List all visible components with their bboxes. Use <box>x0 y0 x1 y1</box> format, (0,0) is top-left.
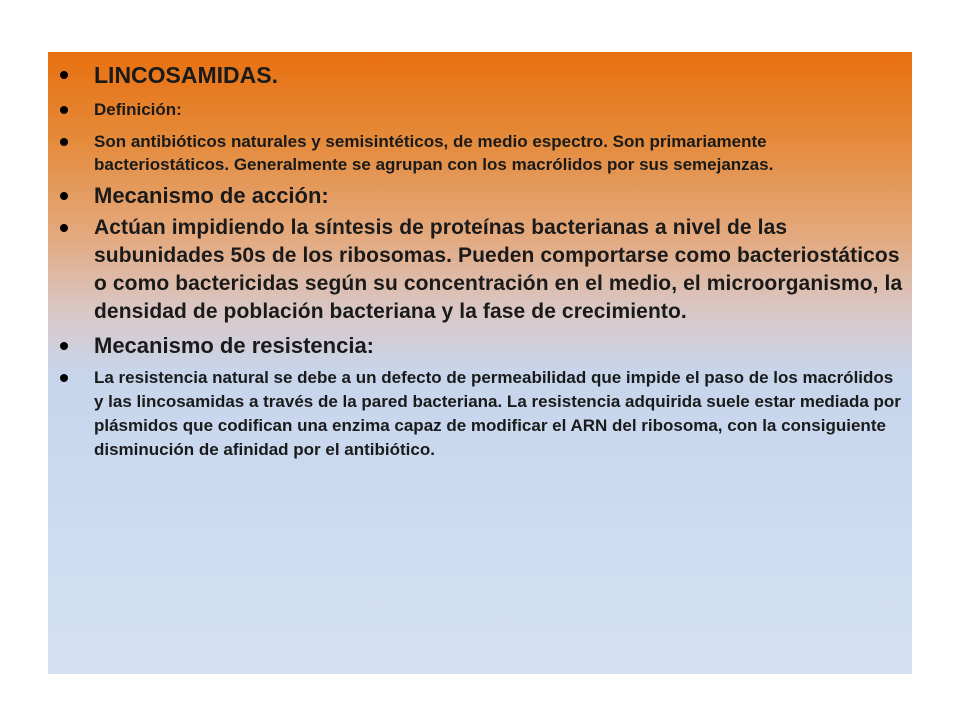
definition-label-item <box>48 98 912 121</box>
mechanism-resistance-label: Mecanismo de resistencia: <box>94 333 375 358</box>
slide-panel <box>48 52 912 674</box>
mechanism-action-text: Actúan impidiendo la síntesis de proteínas bacterianas a nivel de las subunidades 50s de los ribosomas. Pueden comportarse como bacteriostáticos o como bactericidas según su concentración en el medio, el microorganismo, la densidad de población bacteriana y la fase de crecimiento. <box>94 216 903 323</box>
title-item <box>48 60 912 90</box>
mechanism-action-label-item <box>48 182 912 210</box>
mechanism-action-text-item <box>48 214 912 326</box>
bullet-icon <box>60 192 68 200</box>
mechanism-resistance-text: La resistencia natural se debe a un defecto de permeabilidad que impide el paso de los macrólidos y las lincosamidas a través de la pared bacteriana. La resistencia adquirida suele estar mediada por plásmidos que codifican una enzima capaz de modificar el ARN del ribosoma, con la consiguiente disminución de afinidad por el antibiótico. <box>94 368 901 459</box>
mechanism-action-label: Mecanismo de acción: <box>94 183 329 208</box>
mechanism-resistance-label-item <box>48 332 912 360</box>
definition-text-item <box>48 130 912 176</box>
mechanism-resistance-text-item <box>48 366 912 462</box>
definition-label: Definición: <box>94 100 182 119</box>
slide-title: LINCOSAMIDAS. <box>94 62 278 88</box>
bullet-icon <box>60 138 68 146</box>
bullet-icon <box>60 106 68 114</box>
bullet-icon <box>60 224 68 232</box>
bullet-icon <box>60 71 68 79</box>
bullet-icon <box>60 342 68 350</box>
bullet-list <box>48 52 912 462</box>
bullet-icon <box>60 374 68 382</box>
definition-text: Son antibióticos naturales y semisintéticos, de medio espectro. Son primariamente bacteriostáticos. Generalmente se agrupan con los macrólidos por sus semejanzas. <box>94 132 774 174</box>
